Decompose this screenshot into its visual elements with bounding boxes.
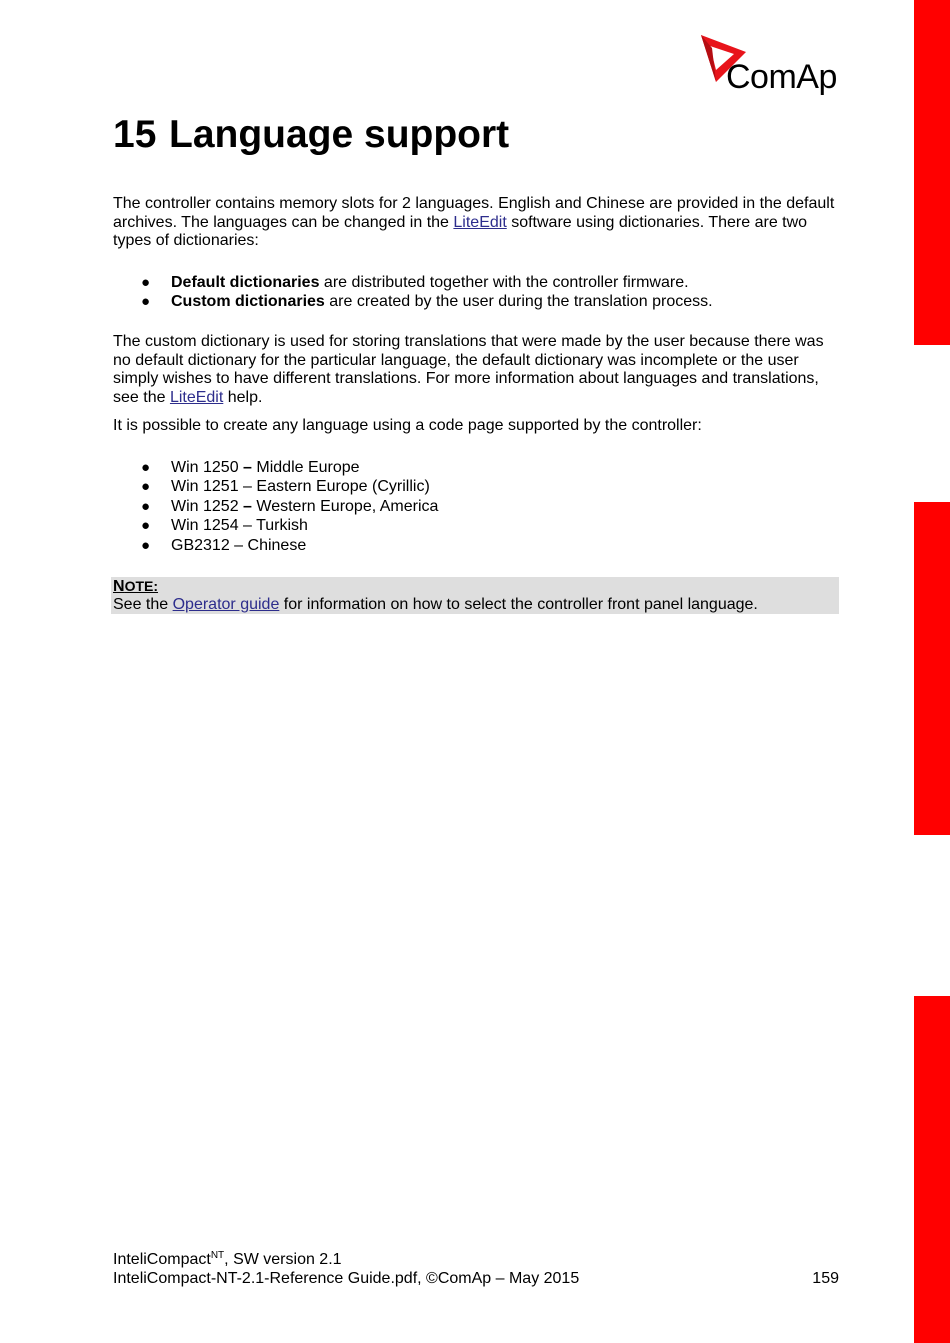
list-item: [113, 292, 841, 311]
bullet-icon: ●: [141, 478, 151, 496]
footer-document-line: InteliCompact-NT-2.1-Reference Guide.pdf, ©ComAp – May 2015: [113, 1270, 580, 1287]
comap-logo: [698, 32, 840, 104]
bullet-icon: ●: [141, 274, 151, 291]
list-item-text: are distributed together with the controller firmware.: [319, 274, 689, 291]
codepage-list: [113, 458, 841, 555]
codepage-code: Win 1251: [171, 478, 239, 496]
section-title: Language support: [169, 113, 510, 156]
footer-product-sup: NT: [210, 1250, 225, 1261]
custom-text-2: help.: [223, 389, 263, 407]
custom-dictionary-paragraph: [113, 333, 841, 408]
side-accent-bar-bottom: [914, 996, 950, 1343]
footer-product: InteliCompact: [113, 1251, 211, 1268]
section-heading: [113, 113, 509, 157]
liteedit-link[interactable]: LiteEdit: [453, 213, 507, 231]
codepage-name: Turkish: [256, 517, 308, 535]
operator-guide-link[interactable]: Operator guide: [172, 596, 280, 613]
list-item-text: are created by the user during the translation process.: [324, 293, 713, 311]
codepage-name: Middle Europe: [256, 459, 360, 476]
list-item: [113, 497, 841, 516]
codepage-separator: –: [238, 517, 257, 535]
list-item: [113, 273, 841, 292]
codepage-intro: It is possible to create any language using a code page supported by the controller:: [113, 417, 702, 434]
note-title-initial: N: [113, 578, 125, 595]
codepage-code: Win 1252: [171, 497, 239, 515]
bullet-icon: ●: [141, 497, 151, 515]
codepage-separator: –: [238, 478, 257, 496]
bullet-icon: ●: [141, 536, 151, 554]
note-text-1: See the: [113, 596, 173, 613]
codepage-name: Western Europe, America: [256, 497, 439, 515]
bullet-icon: ●: [141, 293, 151, 311]
dictionary-types-list: [113, 273, 841, 312]
list-item: [113, 458, 841, 477]
codepage-code: Win 1250: [171, 459, 239, 476]
note-text: [113, 596, 839, 614]
section-number: 15: [113, 113, 157, 156]
page-footer: [113, 1250, 839, 1288]
codepage-code: Win 1254: [171, 517, 239, 535]
codepage-code: GB2312: [171, 536, 230, 554]
custom-text-1: The custom dictionary is used for storing translations that were made by the user because there was no default dictionary for the particular language, the default dictionary was incomplete or the user simply wishes to have different translations. For more information about languages and translations, see the: [113, 333, 824, 407]
codepage-separator: –: [229, 536, 248, 554]
footer-product-line: [113, 1250, 839, 1269]
codepage-separator: –: [238, 459, 257, 476]
side-accent-bar-top: [914, 0, 950, 345]
note-box: [111, 577, 839, 614]
logo-text: ComAp: [726, 58, 837, 96]
note-title: [113, 577, 839, 596]
list-item-term: Default dictionaries: [171, 274, 320, 291]
bullet-icon: ●: [141, 517, 151, 535]
note-text-2: for information on how to select the controller front panel language.: [279, 596, 758, 613]
codepage-name: Eastern Europe (Cyrillic): [256, 478, 430, 496]
liteedit-help-link[interactable]: LiteEdit: [169, 389, 224, 407]
list-item: [113, 516, 841, 535]
note-title-rest: OTE:: [124, 578, 159, 594]
codepage-name: Chinese: [247, 536, 307, 554]
side-accent-bar-middle: [914, 502, 950, 835]
page-number: 159: [812, 1270, 839, 1287]
list-item: [113, 536, 841, 555]
footer-version: , SW version 2.1: [224, 1251, 342, 1268]
intro-text-2: software using dictionaries. There are two types of dictionaries:: [113, 213, 808, 250]
intro-paragraph: [113, 195, 841, 251]
list-item: [113, 477, 841, 496]
intro-text-1: The controller contains memory slots for 2 languages. English and Chinese are provided in the default archives. The languages can be changed in the: [113, 195, 835, 231]
codepage-separator: –: [238, 497, 257, 515]
list-item-term: Custom dictionaries: [171, 293, 325, 311]
bullet-icon: ●: [141, 459, 151, 476]
